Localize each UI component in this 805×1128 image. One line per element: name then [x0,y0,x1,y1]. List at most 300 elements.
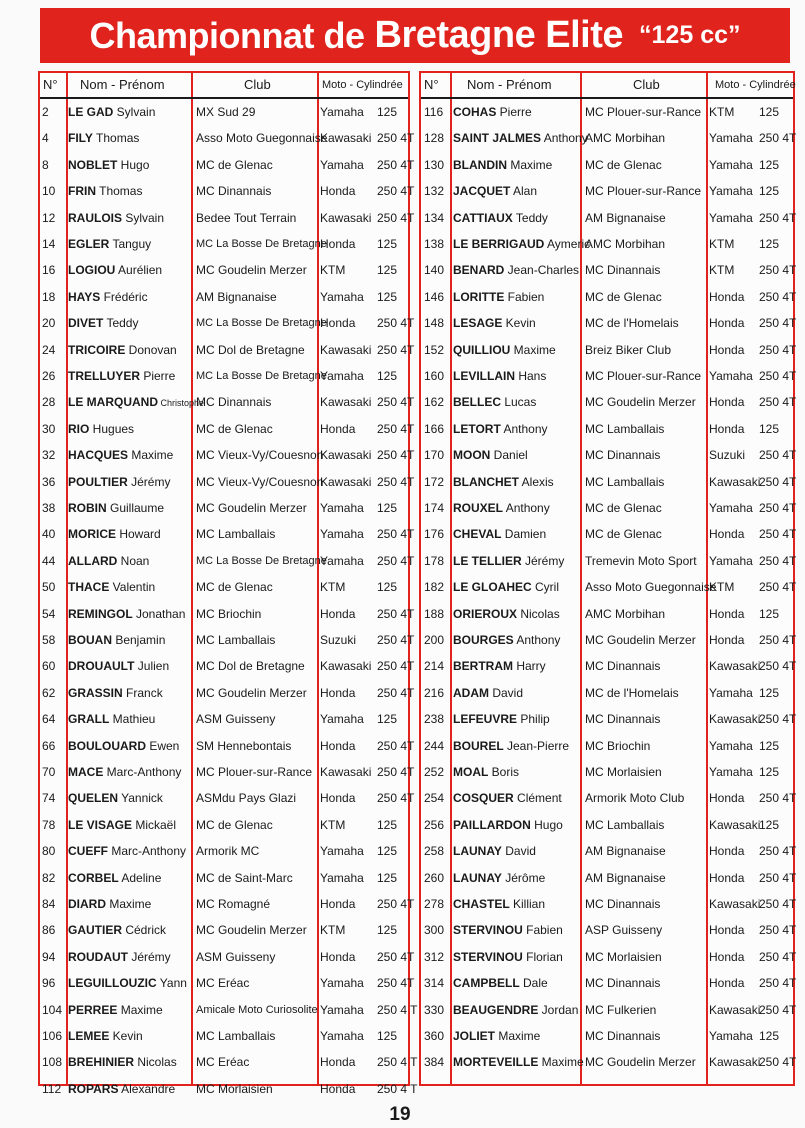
rider-moto: Honda [320,184,356,199]
rider-last-name: BEAUGENDRE [453,1002,539,1017]
rider-number: 140 [424,263,445,278]
rider-name [453,495,581,521]
rider-first-name: Jérémy [127,474,171,489]
header-name: Nom - Prénom [80,77,165,92]
rider-name [68,257,190,283]
table-row [40,495,408,521]
table-row [40,944,415,970]
rider-club: MC Vieux-Vy/Couesnon [196,448,324,463]
rider-first-name: David [501,844,536,859]
rider-first-name: Maxime [117,1002,163,1017]
rider-last-name: ADAM [453,685,489,700]
rider-number: 82 [42,870,56,885]
rider-number: 2 [42,105,49,119]
rider-club: MC de Glenac [196,157,273,172]
rider-moto: Honda [320,606,356,621]
right-entry-table [419,71,795,1086]
rider-club: MC de Glenac [585,527,662,542]
rider-first-name: Anthony [503,501,550,515]
rider-first-name: Adeline [118,870,162,885]
title-banner [40,8,790,63]
rider-first-name: Noan [117,553,150,568]
rider-first-name: Howard [116,527,161,542]
rider-number: 80 [42,844,56,859]
rider-last-name: MACE [68,765,104,779]
rider-first-name: Jérémy [128,949,171,964]
header-name: Nom - Prénom [467,77,552,92]
rider-last-name: LEMEE [68,1029,110,1043]
rider-cylinder: 250 4T [759,791,797,806]
rider-cylinder: 125 [377,263,398,278]
rider-first-name: Guillaume [106,501,165,515]
rider-first-name: Teddy [512,210,548,225]
table-row [40,178,415,204]
rider-cylinder: 250 4T [759,712,797,727]
rider-club: ASP Guisseny [585,923,663,938]
rider-name [68,838,190,864]
table-row [40,891,415,917]
rider-cylinder: 250 4T [377,738,415,753]
rider-last-name: ROUDAUT [68,949,128,964]
rider-cylinder: 125 [759,817,780,832]
table-row [421,416,793,442]
rider-last-name: LESAGE [453,316,503,331]
rider-moto: Honda [320,897,356,911]
rider-club: MC Briochin [585,738,651,753]
rider-number: 20 [42,316,56,331]
rider-moto: Yamaha [320,157,364,172]
rider-moto: Kawasaki [709,817,761,832]
rider-club: MC Goudelin Merzer [585,633,696,647]
table-row [421,389,797,415]
rider-last-name: QUELEN [68,791,119,806]
rider-moto: Kawasaki [320,765,372,779]
rider-club: MC Lamballais [585,421,665,436]
rider-club: MC La Bosse De Bretagne [196,370,327,382]
rider-first-name: Lucas [501,395,537,410]
rider-last-name: LORITTE [453,289,505,304]
table-row [421,495,797,521]
rider-name [453,997,581,1023]
rider-first-name: Valentin [109,580,156,595]
table-row [421,205,797,231]
rider-moto: Honda [709,606,745,621]
table-row [421,521,797,547]
rider-number: 134 [424,210,445,225]
rider-club: MC Lamballais [196,527,276,542]
table-row [421,944,797,970]
rider-club: MC Dinannais [585,263,661,278]
rider-name [453,785,581,811]
rider-name [68,284,190,310]
title-part-3: “125 cc” [639,21,741,49]
rider-first-name: Hugues [89,421,135,436]
rider-last-name: BERTRAM [453,659,513,674]
rider-moto: Yamaha [709,184,753,199]
rider-last-name: BOUAN [68,633,112,647]
rider-last-name: DROUAULT [68,659,135,674]
rider-first-name: Marc-Anthony [108,844,187,859]
rider-club: MC Dinannais [585,712,661,727]
rider-cylinder: 250 4T [759,844,797,859]
rider-last-name: GAUTIER [68,923,122,938]
rider-cylinder: 125 [759,606,780,621]
rider-first-name: Anthony [513,633,561,647]
rider-club: AMC Morbihan [585,237,666,251]
rider-number: 384 [424,1055,445,1070]
rider-club: MC Goudelin Merzer [196,923,307,938]
title-part-1: Championnat de [89,14,365,56]
rider-last-name: DIVET [68,316,104,331]
rider-club: ASM Guisseny [196,712,276,727]
rider-first-name: Philip [517,712,550,727]
rider-last-name: ALLARD [68,553,118,568]
rider-cylinder: 125 [377,712,398,727]
rider-moto: Yamaha [709,765,753,779]
title-part-2: Bretagne Elite [374,14,624,56]
rider-cylinder: 250 4T [377,474,415,489]
rider-cylinder: 250 4T [377,949,415,964]
rider-name [68,891,190,917]
rider-cylinder: 250 4T [377,421,415,436]
rider-club: MC Goudelin Merzer [585,1055,696,1070]
table-row [40,680,415,706]
rider-moto: Honda [320,316,356,331]
rider-name [453,812,581,838]
rider-first-name: Harry [513,659,546,674]
rider-name [68,152,190,178]
rider-number: 252 [424,765,445,779]
rider-first-name: Jean-Charles [504,263,580,278]
rider-number: 152 [424,342,445,357]
rider-last-name: LE GAD [68,105,114,119]
table-row [40,363,408,389]
rider-number: 174 [424,501,445,515]
table-row [421,469,797,495]
rider-last-name: CHASTEL [453,897,510,911]
rider-name [453,521,581,547]
rider-cylinder: 125 [377,1029,398,1043]
rider-moto: Yamaha [709,553,753,568]
rider-moto: Yamaha [320,844,364,859]
rider-first-name: Jordan [538,1002,579,1017]
rider-cylinder: 125 [377,237,398,251]
rider-last-name: COHAS [453,105,497,119]
rider-cylinder: 250 4T [377,897,415,911]
rider-name [68,469,190,495]
rider-name [68,917,190,943]
rider-number: 254 [424,791,445,806]
rider-club: MC Dinannais [196,395,272,410]
rider-first-name: Hugo [530,817,563,832]
rider-name [453,205,581,231]
rider-moto: Yamaha [709,685,753,700]
rider-moto: Honda [320,237,356,251]
rider-name [453,125,588,151]
rider-number: 188 [424,606,445,621]
rider-first-name: Christophe [158,398,205,409]
rider-club: MC Goudelin Merzer [196,501,307,515]
rider-club: ASMdu Pays Glazi [196,791,297,806]
rider-cylinder: 125 [759,685,780,700]
rider-cylinder: 125 [759,738,780,753]
rider-club: MC de Glenac [585,289,662,304]
rider-club: AMC Morbihan [585,131,666,146]
rider-number: 312 [424,949,445,964]
rider-cylinder: 250 4T [759,580,797,595]
table-row [40,706,408,732]
rider-last-name: ROUXEL [453,501,504,515]
rider-number: 258 [424,844,445,859]
rider-moto: Suzuki [320,633,357,647]
rider-name [68,733,190,759]
rider-cylinder: 250 4 T [377,1002,418,1017]
rider-name [453,574,581,600]
rider-name [68,653,190,679]
rider-cylinder: 250 4T [377,210,415,225]
rider-number: 84 [42,897,56,911]
rider-first-name: Alexis [519,474,554,489]
table-row [40,521,415,547]
rider-last-name: CORBEL [68,870,119,885]
rider-moto: Yamaha [709,369,753,383]
rider-name [453,759,581,785]
rider-name [453,231,591,257]
rider-first-name: Aymeric [544,237,591,251]
rider-number: 116 [424,105,444,119]
rider-name [68,310,190,336]
rider-cylinder: 125 [377,501,398,515]
rider-first-name: Maxime [495,1029,541,1043]
rider-last-name: BREHINIER [68,1055,135,1070]
rider-first-name: Benjamin [112,633,166,647]
rider-cylinder: 250 4T [759,553,797,568]
rider-cylinder: 250 4T [377,131,415,146]
rider-club: Armorik MC [196,844,260,859]
rider-name [68,521,190,547]
rider-cylinder: 125 [377,105,398,119]
rider-last-name: TRELLUYER [68,369,140,383]
rider-moto: Yamaha [320,289,364,304]
rider-name [453,627,581,653]
rider-last-name: LEGUILLOUZIC [68,976,157,991]
rider-last-name: HACQUES [68,448,129,463]
rider-number: 78 [42,817,56,832]
rider-first-name: Frédéric [100,289,148,304]
rider-name [453,99,581,125]
table-row [40,231,408,257]
rider-number: 38 [42,501,56,515]
rider-first-name: Nicolas [517,606,560,621]
rider-cylinder: 250 4T [759,1055,797,1070]
rider-moto: Yamaha [320,527,364,542]
table-row [421,733,793,759]
rider-cylinder: 250 4T [377,395,415,410]
rider-last-name: HAYS [68,289,101,304]
rider-moto: Yamaha [320,1029,364,1043]
rider-last-name: LETORT [453,421,501,436]
table-row [421,1049,797,1075]
rider-club: MC La Bosse De Bretagne [196,317,327,330]
rider-club: MC Goudelin Merzer [196,685,307,700]
rider-club: MC de Glenac [196,421,273,436]
rider-number: 16 [42,263,56,278]
rider-moto: Kawasaki [320,448,372,463]
rider-number: 178 [424,553,445,568]
rider-club: MC Plouer-sur-Rance [585,184,702,199]
rider-last-name: MORTEVEILLE [453,1055,539,1070]
rider-moto: Honda [709,633,745,647]
rider-last-name: LEFEUVRE [453,712,518,727]
rider-name [453,548,581,574]
rider-moto: Yamaha [320,976,364,991]
rider-moto: KTM [320,580,346,595]
rider-name [68,601,190,627]
rider-cylinder: 250 4T [377,316,415,331]
rider-name [68,680,190,706]
table-row [40,653,415,679]
rider-last-name: MOAL [453,765,489,779]
rider-number: 86 [42,923,56,938]
rider-last-name: REMINGOL [68,606,133,621]
rider-name [453,1049,584,1075]
rider-number: 60 [42,659,56,674]
rider-moto: Kawasaki [320,395,372,410]
table-row [40,310,415,336]
rider-first-name: Pierre [140,369,176,383]
rider-first-name: Fabien [522,923,563,938]
rider-number: 162 [424,395,445,410]
rider-last-name: STERVINOU [453,923,523,938]
rider-club: MC Goudelin Merzer [196,263,307,278]
rider-moto: Yamaha [320,1002,364,1017]
rider-moto: KTM [709,580,735,595]
table-row [421,310,797,336]
rider-moto: Kawasaki [320,210,372,225]
rider-name [68,627,190,653]
rider-cylinder: 125 [377,923,398,938]
header-moto: Moto - Cylindrée [322,79,403,91]
rider-cylinder: 125 [377,870,398,885]
rider-moto: Honda [320,738,356,753]
rider-name [68,231,190,257]
table-row [421,231,793,257]
rider-last-name: BELLEC [453,395,501,410]
rider-cylinder: 250 4T [377,765,415,779]
rider-club: MC Briochin [196,606,262,621]
rider-moto: Yamaha [709,157,753,172]
rider-name [453,469,581,495]
rider-first-name: Jonathan [132,606,186,621]
rider-first-name: Aurélien [115,263,163,278]
rider-moto: Kawasaki [709,1055,761,1070]
rider-name [68,1049,190,1075]
rider-name [453,178,581,204]
rider-first-name: Mickaël [132,817,177,832]
rider-last-name: BOULOUARD [68,738,146,753]
rider-club: Asso Moto Guegonnaise [585,580,717,595]
rider-first-name: Ewen [146,738,180,753]
rider-number: 12 [42,210,56,225]
table-row [421,997,797,1023]
rider-club: MC Eréac [196,1055,250,1070]
header-club: Club [633,77,660,92]
table-row [40,205,415,231]
rider-moto: Kawasaki [709,712,761,727]
rider-name [68,574,190,600]
rider-moto: Yamaha [320,105,364,119]
rider-number: 30 [42,421,56,436]
rider-cylinder: 250 4T [759,131,797,146]
rider-number: 18 [42,289,56,304]
rider-moto: Honda [709,844,745,859]
table-row [40,733,415,759]
rider-number: 148 [424,316,445,331]
rider-first-name: Anthony [541,131,588,146]
rider-number: 26 [42,369,56,383]
rider-number: 128 [424,131,445,146]
rider-name [453,284,581,310]
rider-number: 58 [42,633,56,647]
table-row [421,363,797,389]
rider-club: Armorik Moto Club [585,791,685,806]
rider-name [453,865,581,891]
rider-moto: KTM [709,263,735,278]
rider-number: 216 [424,685,445,700]
rider-cylinder: 250 4T [759,976,797,991]
rider-first-name: Maxime [507,157,553,172]
rider-name [68,178,190,204]
rider-name [68,997,190,1023]
rider-last-name: LE TELLIER [453,553,522,568]
rider-cylinder: 250 4T [377,157,415,172]
rider-club: MC Lamballais [196,1029,276,1043]
table-row [421,759,793,785]
rider-name [453,337,581,363]
rider-last-name: GRALL [68,712,110,727]
rider-name [68,812,190,838]
rider-first-name: Boris [488,765,520,779]
rider-club: MC Dol de Bretagne [196,659,305,674]
rider-name [453,944,581,970]
table-row [421,785,797,811]
rider-first-name: Franck [122,685,163,700]
rider-name [453,970,581,996]
rider-moto: Kawasaki [709,897,761,911]
rider-number: 244 [424,738,445,753]
rider-number: 40 [42,527,56,542]
rider-cylinder: 250 4T [759,633,797,647]
rider-name [453,891,581,917]
rider-last-name: MORICE [68,527,116,542]
rider-club: AM Bignanaise [585,210,666,225]
rider-name [68,944,190,970]
rider-cylinder: 250 4T [377,791,415,806]
table-row [421,812,793,838]
rider-first-name: Donovan [125,342,177,357]
rider-moto: Yamaha [320,553,364,568]
rider-name [453,653,581,679]
rider-club: MC Dinannais [585,1029,661,1043]
rider-name [453,917,581,943]
table-row [421,99,793,125]
table-row [40,785,415,811]
rider-number: 104 [42,1002,63,1017]
rider-cylinder: 125 [377,817,398,832]
rider-cylinder: 125 [377,580,398,595]
rider-first-name: Hans [515,369,547,383]
rider-moto: Honda [320,949,356,964]
